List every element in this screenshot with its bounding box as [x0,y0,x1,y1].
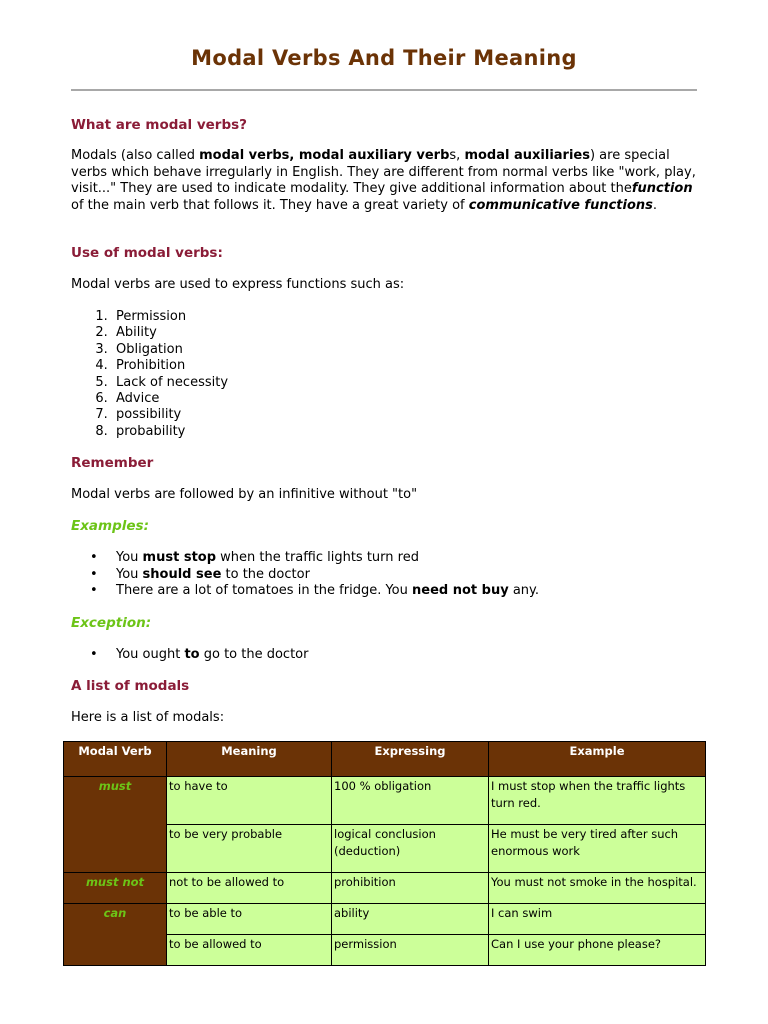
list-item-label: possibility [116,407,182,423]
functions-list [71,309,228,440]
bullet-icon: • [90,550,98,565]
header-meaning: Meaning [167,742,332,777]
intro-text-run: ) are special verbs which behave irregularly in English. They are different from normal verbs like "work, play, visit..." They are used to indicate modality. They give additional information about the [71,148,696,196]
table-header-row [64,742,706,777]
meaning-cell: to have to [167,777,332,825]
bullet-item [71,583,539,600]
expressing-cell: ability [332,904,489,935]
list-item-label: Obligation [116,341,183,357]
example-cell: Can I use your phone please? [489,935,706,966]
example-cell: You must not smoke in the hospital. [489,873,706,904]
bullet-text-run: You [116,550,143,565]
bullet-icon: • [90,647,98,662]
heading-use-of-modal-verbs: Use of modal verbs: [71,245,223,261]
bullet-text-run-bold: should see [142,566,222,582]
bullet-icon: • [90,566,98,582]
meaning-cell: to be allowed to [167,935,332,966]
intro-text-run-bold: modal verbs, modal auxiliary verb [199,148,450,163]
examples-list [71,550,539,600]
bullet-item [71,567,539,584]
bullet-text-run: when the traffic lights turn red [216,550,419,565]
meaning-cell: to be able to [167,904,332,935]
heading-what-are-modal-verbs: What are modal verbs? [71,117,247,133]
table-row [64,904,706,935]
bullet-text-run: go to the doctor [199,647,309,662]
exception-list [71,647,308,664]
bullet-text-run-bold: must stop [142,550,217,565]
intro-paragraph [71,148,701,214]
intro-text-run: . [652,197,658,213]
modal-verb-cell: must [64,777,167,873]
list-item [71,424,228,440]
list-item [71,407,228,423]
header-example: Example [489,742,706,777]
list-number: 8. [95,423,116,439]
intro-text-run: s, [449,148,465,163]
list-number: 3. [95,341,116,357]
list-item-label: Permission [116,309,187,324]
bullet-item [71,647,308,664]
modals-table [63,741,706,966]
list-item-label: Advice [116,390,160,406]
list-item [71,342,228,358]
table-row [64,873,706,904]
meaning-cell: not to be allowed to [167,873,332,904]
meaning-cell: to be very probable [167,825,332,873]
list-item-label: Ability [116,325,157,341]
bullet-text-run: There are a lot of tomatoes in the fridge. You [116,583,413,599]
list-item-label: Prohibition [116,358,186,374]
expressing-cell: logical conclusion (deduction) [332,825,489,873]
intro-text-run: Modals (also called [71,148,200,163]
bullet-text-run-bold: to [184,647,200,662]
modal-verb-cell: can [64,904,167,966]
intro-text-run-bold: communicative functions [468,197,653,213]
modal-verb-cell: must not [64,873,167,904]
list-number: 5. [95,374,116,390]
intro-text-run-bold: modal auxiliaries [464,148,590,163]
list-item-label: probability [116,423,186,439]
expressing-cell: 100 % obligation [332,777,489,825]
bullet-item [71,550,539,567]
example-cell: I must stop when the traffic lights turn red. [489,777,706,825]
header-modal-verb: Modal Verb [64,742,167,777]
list-intro-text: Here is a list of modals: [71,710,225,725]
title-divider [71,89,697,91]
use-intro-text: Modal verbs are used to express functions such as: [71,277,405,292]
remember-text: Modal verbs are followed by an infinitive without "to" [71,487,418,502]
bullet-text-run: You [116,566,143,582]
example-cell: He must be very tired after such enormous work [489,825,706,873]
list-item [71,309,228,325]
header-expressing: Expressing [332,742,489,777]
bullet-text-run: You ought [116,647,185,662]
bullet-text-run-bold: need not buy [412,583,509,599]
bullet-icon: • [90,583,98,599]
heading-list-of-modals: A list of modals [71,678,190,694]
list-number: 4. [95,358,116,374]
list-number: 6. [95,390,116,406]
heading-examples: Examples: [71,518,149,534]
bullet-text-run: any. [508,583,540,599]
heading-remember: Remember [71,455,154,471]
heading-exception: Exception: [71,615,152,631]
intro-text-run-bold: function [631,181,693,196]
intro-text-run: of the main verb that follows it. They have a great variety of [71,197,469,213]
list-item [71,358,228,374]
example-cell: I can swim [489,904,706,935]
bullet-text-run: to the doctor [221,566,310,582]
list-number: 1. [95,309,116,324]
expressing-cell: prohibition [332,873,489,904]
list-item [71,375,228,391]
list-item [71,325,228,341]
list-item-label: Lack of necessity [116,374,229,390]
page-title: Modal Verbs And Their Meaning [191,46,577,70]
expressing-cell: permission [332,935,489,966]
table-row [64,777,706,825]
list-number: 7. [95,407,116,423]
list-item [71,391,228,407]
list-number: 2. [95,325,116,341]
